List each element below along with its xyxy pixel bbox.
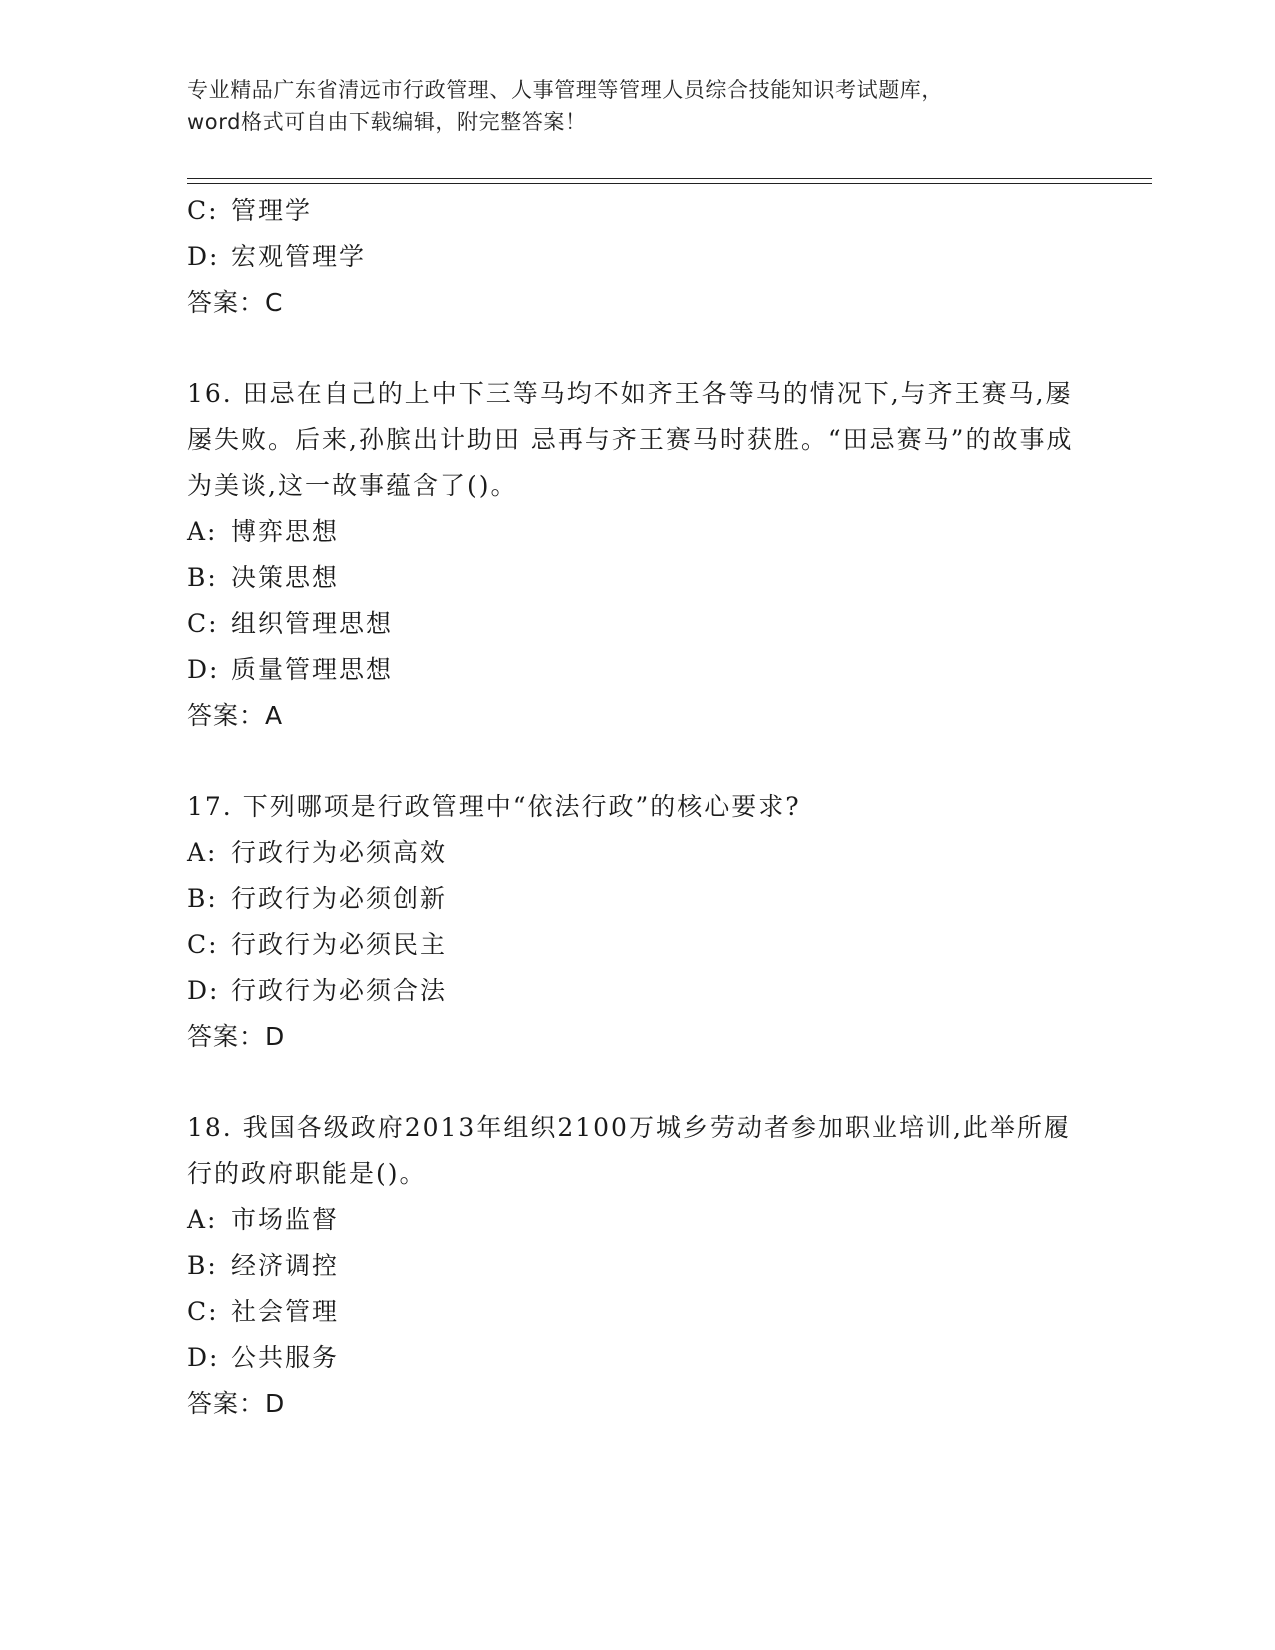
answer-line: 答案：D	[187, 1389, 286, 1418]
option-text: 公共服务	[231, 1343, 340, 1372]
option-text: 社会管理	[231, 1297, 340, 1326]
option-a	[187, 1197, 1087, 1243]
option-a	[187, 830, 1087, 876]
question-18	[187, 1105, 1087, 1427]
question-text: 17. 下列哪项是行政管理中“依法行政”的核心要求?	[187, 792, 801, 821]
header-divider-top	[187, 178, 1152, 179]
option-text: 质量管理思想	[231, 655, 394, 684]
answer-line: 答案：C	[187, 288, 284, 317]
answer-line: 答案：D	[187, 1022, 286, 1051]
option-text: 行政行为必须合法	[231, 976, 448, 1005]
option-key: B:	[187, 563, 218, 592]
option-text: 行政行为必须民主	[231, 930, 448, 959]
option-key: B:	[187, 1251, 218, 1280]
option-key: C:	[187, 609, 219, 638]
option-c	[187, 922, 1087, 968]
option-text: 管理学	[231, 196, 313, 225]
question-16	[187, 371, 1087, 739]
option-d	[187, 234, 1087, 280]
header-divider-bottom	[187, 183, 1152, 184]
question-text: 16. 田忌在自己的上中下三等马均不如齐王各等马的情况下,与齐王赛马,屡屡失败。后来,孙膑出计助田 忌再与齐王赛马时获胜。“田忌赛马”的故事成为美谈,这一故事蕴含了()。	[187, 379, 1074, 500]
option-text: 博弈思想	[231, 517, 340, 546]
option-c	[187, 1289, 1087, 1335]
header-line-1: 专业精品广东省清远市行政管理、人事管理等管理人员综合技能知识考试题库，	[187, 78, 943, 102]
option-d	[187, 1335, 1087, 1381]
option-text: 行政行为必须创新	[231, 884, 448, 913]
option-text: 组织管理思想	[231, 609, 394, 638]
option-key: C:	[187, 196, 219, 225]
option-d	[187, 647, 1087, 693]
question-17	[187, 784, 1087, 1060]
option-text: 市场监督	[231, 1205, 340, 1234]
option-b	[187, 876, 1087, 922]
answer-line: 答案：A	[187, 701, 284, 730]
option-text: 行政行为必须高效	[231, 838, 448, 867]
option-key: C:	[187, 1297, 219, 1326]
option-key: C:	[187, 930, 219, 959]
option-key: D:	[187, 976, 220, 1005]
option-key: A:	[187, 1205, 218, 1234]
option-key: A:	[187, 517, 218, 546]
option-key: D:	[187, 242, 220, 271]
question-list	[187, 188, 1087, 1427]
option-text: 决策思想	[231, 563, 340, 592]
question-15-continuation	[187, 188, 1087, 326]
option-b	[187, 1243, 1087, 1289]
option-key: D:	[187, 655, 220, 684]
header-line-2: word格式可自由下载编辑，附完整答案！	[187, 110, 587, 134]
option-a	[187, 509, 1087, 555]
option-c	[187, 601, 1087, 647]
document-header	[187, 74, 1147, 138]
option-c	[187, 188, 1087, 234]
option-text: 宏观管理学	[231, 242, 367, 271]
option-b	[187, 555, 1087, 601]
question-text: 18. 我国各级政府2013年组织2100万城乡劳动者参加职业培训,此举所履行的政府职能是()。	[187, 1113, 1071, 1188]
option-key: D:	[187, 1343, 220, 1372]
option-text: 经济调控	[231, 1251, 340, 1280]
option-key: B:	[187, 884, 218, 913]
option-d	[187, 968, 1087, 1014]
option-key: A:	[187, 838, 218, 867]
